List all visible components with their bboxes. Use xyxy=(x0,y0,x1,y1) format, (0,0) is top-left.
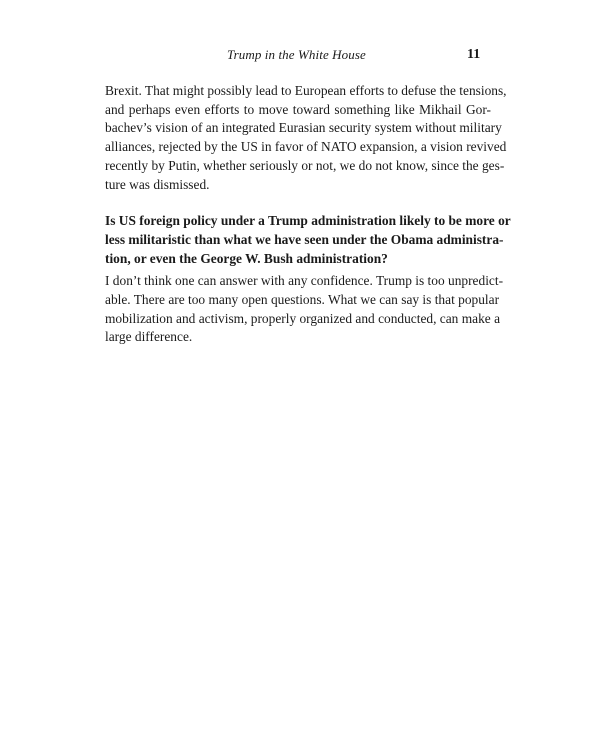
question-line: tion, or even the George W. Bush administration? xyxy=(105,250,388,266)
text-line: mobilization and activism, properly organized and conducted, can make a xyxy=(105,310,501,326)
text-line: I don’t think one can answer with any confidence. Trump is too unpredict- xyxy=(105,273,504,289)
text-line: alliances, rejected by the US in favor of NATO expansion, a vision revived xyxy=(105,139,507,155)
running-title: Trump in the White House xyxy=(227,47,366,62)
text-line: and perhaps even efforts to move toward something like Mikhail Gor- xyxy=(105,101,491,117)
question-line: Is US foreign policy under a Trump administration likely to be more or xyxy=(105,213,511,229)
question-line: less militaristic than what we have seen under the Obama administra- xyxy=(105,231,504,247)
text-line: large difference. xyxy=(105,329,193,345)
page-body xyxy=(105,82,511,347)
page-number: 11 xyxy=(467,47,481,62)
text-line: Brexit. That might possibly lead to European efforts to defuse the tensions, xyxy=(105,83,507,98)
text-line: recently by Putin, whether seriously or not, we do not know, since the ges- xyxy=(105,157,505,173)
running-header xyxy=(0,47,600,67)
interview-question xyxy=(105,212,511,268)
text-line: bachev’s vision of an integrated Eurasian security system without military xyxy=(105,120,502,136)
text-line: able. There are too many open questions. What we can say is that popular xyxy=(105,292,500,308)
body-paragraph xyxy=(105,82,507,194)
text-line: ture was dismissed. xyxy=(105,176,210,192)
answer-paragraph xyxy=(105,272,504,347)
